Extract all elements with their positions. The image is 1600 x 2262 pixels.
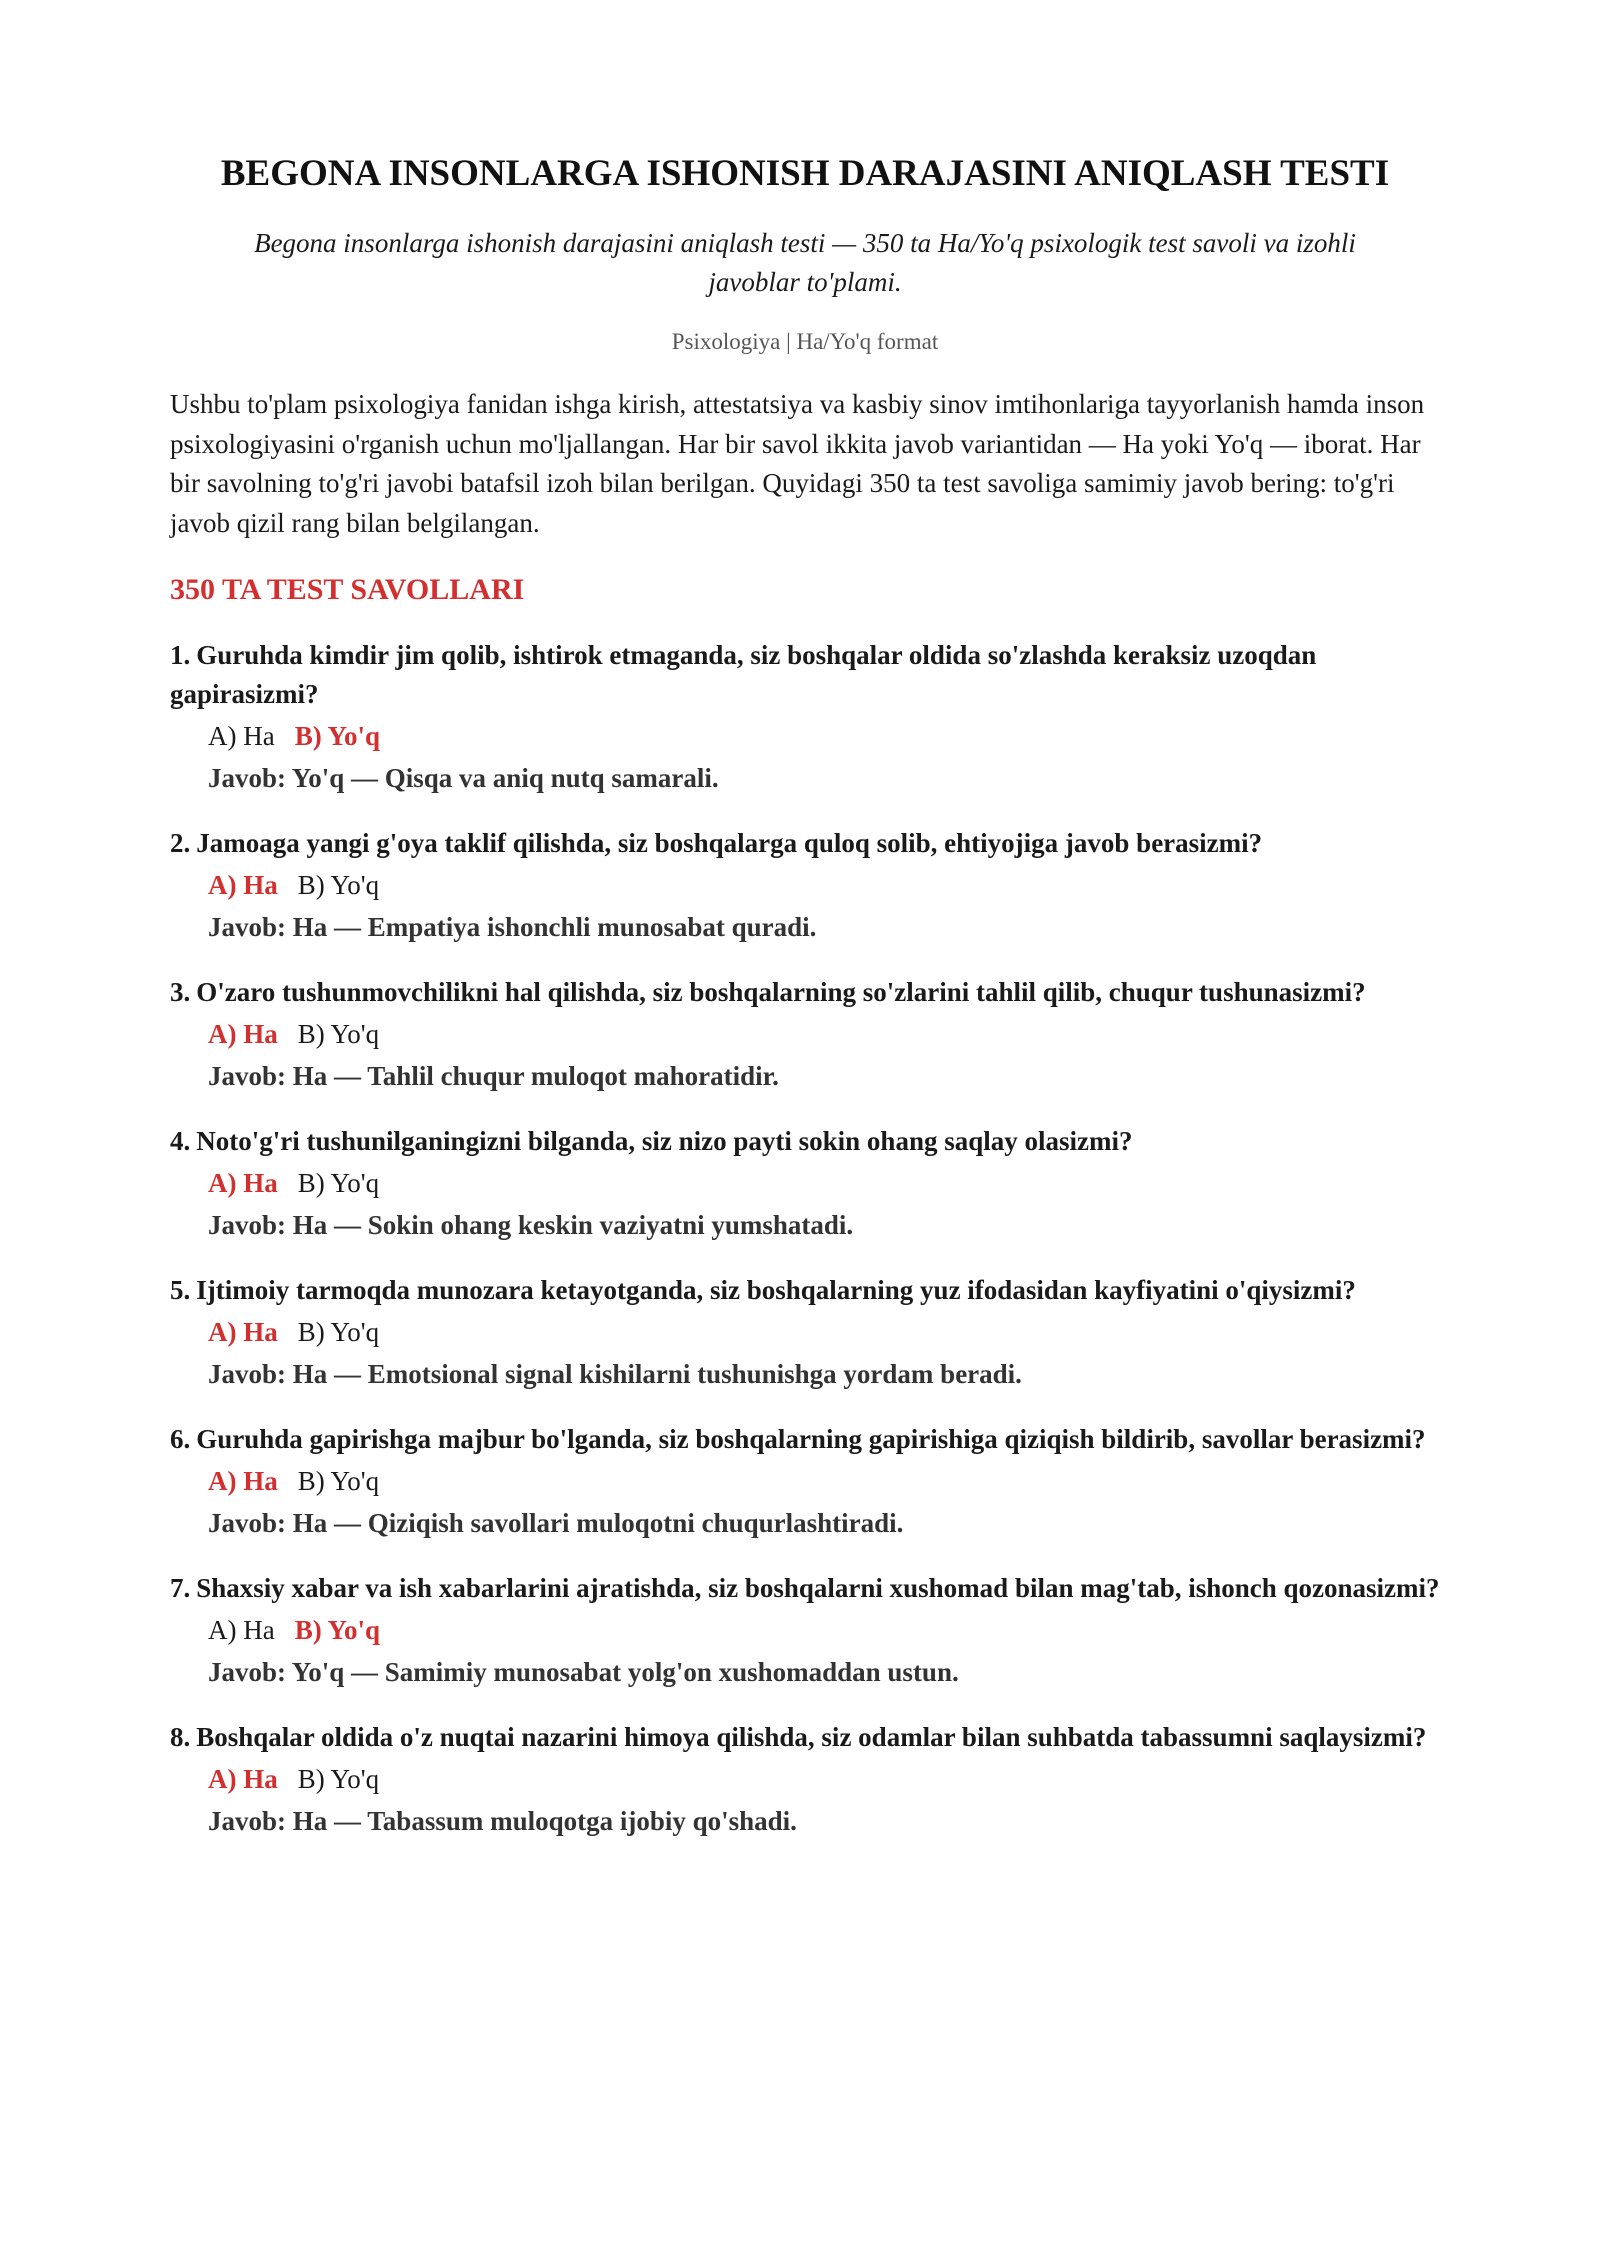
option-a: A) Ha xyxy=(208,870,278,900)
question-text xyxy=(170,973,1440,1012)
answer-options xyxy=(170,1760,1440,1799)
question-number: 5. xyxy=(170,1275,191,1305)
answer-explanation: Javob: Ha — Tabassum muloqotga ijobiy qo'shadi. xyxy=(208,1806,797,1836)
question-number: 2. xyxy=(170,828,191,858)
question-body: Ijtimoiy tarmoqda munozara ketayotganda, siz boshqalarning yuz ifodasidan kayfiyatini o'qiysizmi? xyxy=(196,1275,1356,1305)
question-number: 6. xyxy=(170,1424,191,1454)
question-text xyxy=(170,1122,1440,1161)
option-a: A) Ha xyxy=(208,1168,278,1198)
section-heading: 350 TA TEST SAVOLLARI xyxy=(170,573,525,606)
option-a: A) Ha xyxy=(208,1764,278,1794)
question-body: Boshqalar oldida o'z nuqtai nazarini himoya qilishda, siz odamlar bilan suhbatda tabassumni saqlaysizmi? xyxy=(196,1722,1427,1752)
question-item xyxy=(170,1718,1440,1841)
question-item xyxy=(170,1420,1440,1543)
option-a: A) Ha xyxy=(208,1317,278,1347)
answer-explanation: Javob: Ha — Qiziqish savollari muloqotni chuqurlashtiradi. xyxy=(208,1508,904,1538)
answer-options xyxy=(170,1462,1440,1501)
question-body: Guruhda gapirishga majbur bo'lganda, siz boshqalarning gapirishiga qiziqish bildirib, savollar berasizmi? xyxy=(196,1424,1426,1454)
question-body: Shaxsiy xabar va ish xabarlarini ajratishda, siz boshqalarni xushomad bilan mag'tab, ishonch qozonasizmi? xyxy=(196,1573,1440,1603)
question-item xyxy=(170,973,1440,1096)
answer-explanation: Javob: Yo'q — Qisqa va aniq nutq samarali. xyxy=(208,763,719,793)
question-text xyxy=(170,1271,1440,1310)
question-item xyxy=(170,636,1440,798)
question-item xyxy=(170,1271,1440,1394)
question-text xyxy=(170,824,1440,863)
answer-explanation: Javob: Yo'q — Samimiy munosabat yolg'on xushomaddan ustun. xyxy=(208,1657,959,1687)
question-body: Guruhda kimdir jim qolib, ishtirok etmaganda, siz boshqalar oldida so'zlashda keraksiz uzoqdan gapirasizmi? xyxy=(170,640,1317,709)
question-number: 3. xyxy=(170,977,191,1007)
option-b: B) Yo'q xyxy=(297,870,380,900)
option-a: A) Ha xyxy=(208,1466,278,1496)
option-b: B) Yo'q xyxy=(294,721,381,751)
option-b: B) Yo'q xyxy=(297,1168,380,1198)
question-list xyxy=(170,636,1440,1841)
question-body: Jamoaga yangi g'oya taklif qilishda, siz boshqalarga quloq solib, ehtiyojiga javob berasizmi? xyxy=(196,828,1263,858)
document-subtitle: Begona insonlarga ishonish darajasini aniqlash testi — 350 ta Ha/Yo'q psixologik test savoli va izohli javoblar to'plami. xyxy=(254,228,1356,297)
question-text xyxy=(170,1718,1440,1757)
answer-options xyxy=(170,717,1440,756)
question-text xyxy=(170,1420,1440,1459)
question-number: 7. xyxy=(170,1573,191,1603)
document-title: BEGONA INSONLARGA ISHONISH DARAJASINI ANIQLASH TESTI xyxy=(220,153,1390,194)
answer-explanation: Javob: Ha — Empatiya ishonchli munosabat quradi. xyxy=(208,912,817,942)
answer-options xyxy=(170,1313,1440,1352)
answer-options xyxy=(170,1015,1440,1054)
answer-options xyxy=(170,1164,1440,1203)
option-a: A) Ha xyxy=(208,1615,275,1645)
question-number: 4. xyxy=(170,1126,191,1156)
answer-explanation: Javob: Ha — Emotsional signal kishilarni tushunishga yordam beradi. xyxy=(208,1359,1022,1389)
option-b: B) Yo'q xyxy=(297,1764,380,1794)
intro-paragraph: Ushbu to'plam psixologiya fanidan ishga kirish, attestatsiya va kasbiy sinov imtihonlariga tayyorlanish hamda inson psixologiyasini o'rganish uchun mo'ljallangan. Har bir savol ikkita javob variantidan — Ha yoki Yo'q — iborat. Har bir savolning to'g'ri javobi batafsil izoh bilan berilgan. Quyidagi 350 ta test savoliga samimiy javob bering: to'g'ri javob qizil rang bilan belgilangan. xyxy=(170,389,1425,538)
answer-options xyxy=(170,1611,1440,1650)
question-body: Noto'g'ri tushunilganingizni bilganda, siz nizo payti sokin ohang saqlay olasizmi? xyxy=(196,1126,1133,1156)
question-number: 8. xyxy=(170,1722,191,1752)
answer-options xyxy=(170,866,1440,905)
question-text xyxy=(170,636,1440,714)
question-item xyxy=(170,824,1440,947)
question-text xyxy=(170,1569,1440,1608)
question-item xyxy=(170,1569,1440,1692)
option-a: A) Ha xyxy=(208,721,275,751)
option-b: B) Yo'q xyxy=(297,1466,380,1496)
option-b: B) Yo'q xyxy=(297,1317,380,1347)
question-body: O'zaro tushunmovchilikni hal qilishda, siz boshqalarning so'zlarini tahlil qilib, chuqur tushunasizmi? xyxy=(196,977,1366,1007)
answer-explanation: Javob: Ha — Sokin ohang keskin vaziyatni yumshatadi. xyxy=(208,1210,854,1240)
question-number: 1. xyxy=(170,640,191,670)
option-b: B) Yo'q xyxy=(294,1615,381,1645)
question-item xyxy=(170,1122,1440,1245)
document-page xyxy=(170,148,1440,1841)
option-b: B) Yo'q xyxy=(297,1019,380,1049)
answer-explanation: Javob: Ha — Tahlil chuqur muloqot mahoratidir. xyxy=(208,1061,779,1091)
document-meta: Psixologiya | Ha/Yo'q format xyxy=(671,329,939,354)
option-a: A) Ha xyxy=(208,1019,278,1049)
